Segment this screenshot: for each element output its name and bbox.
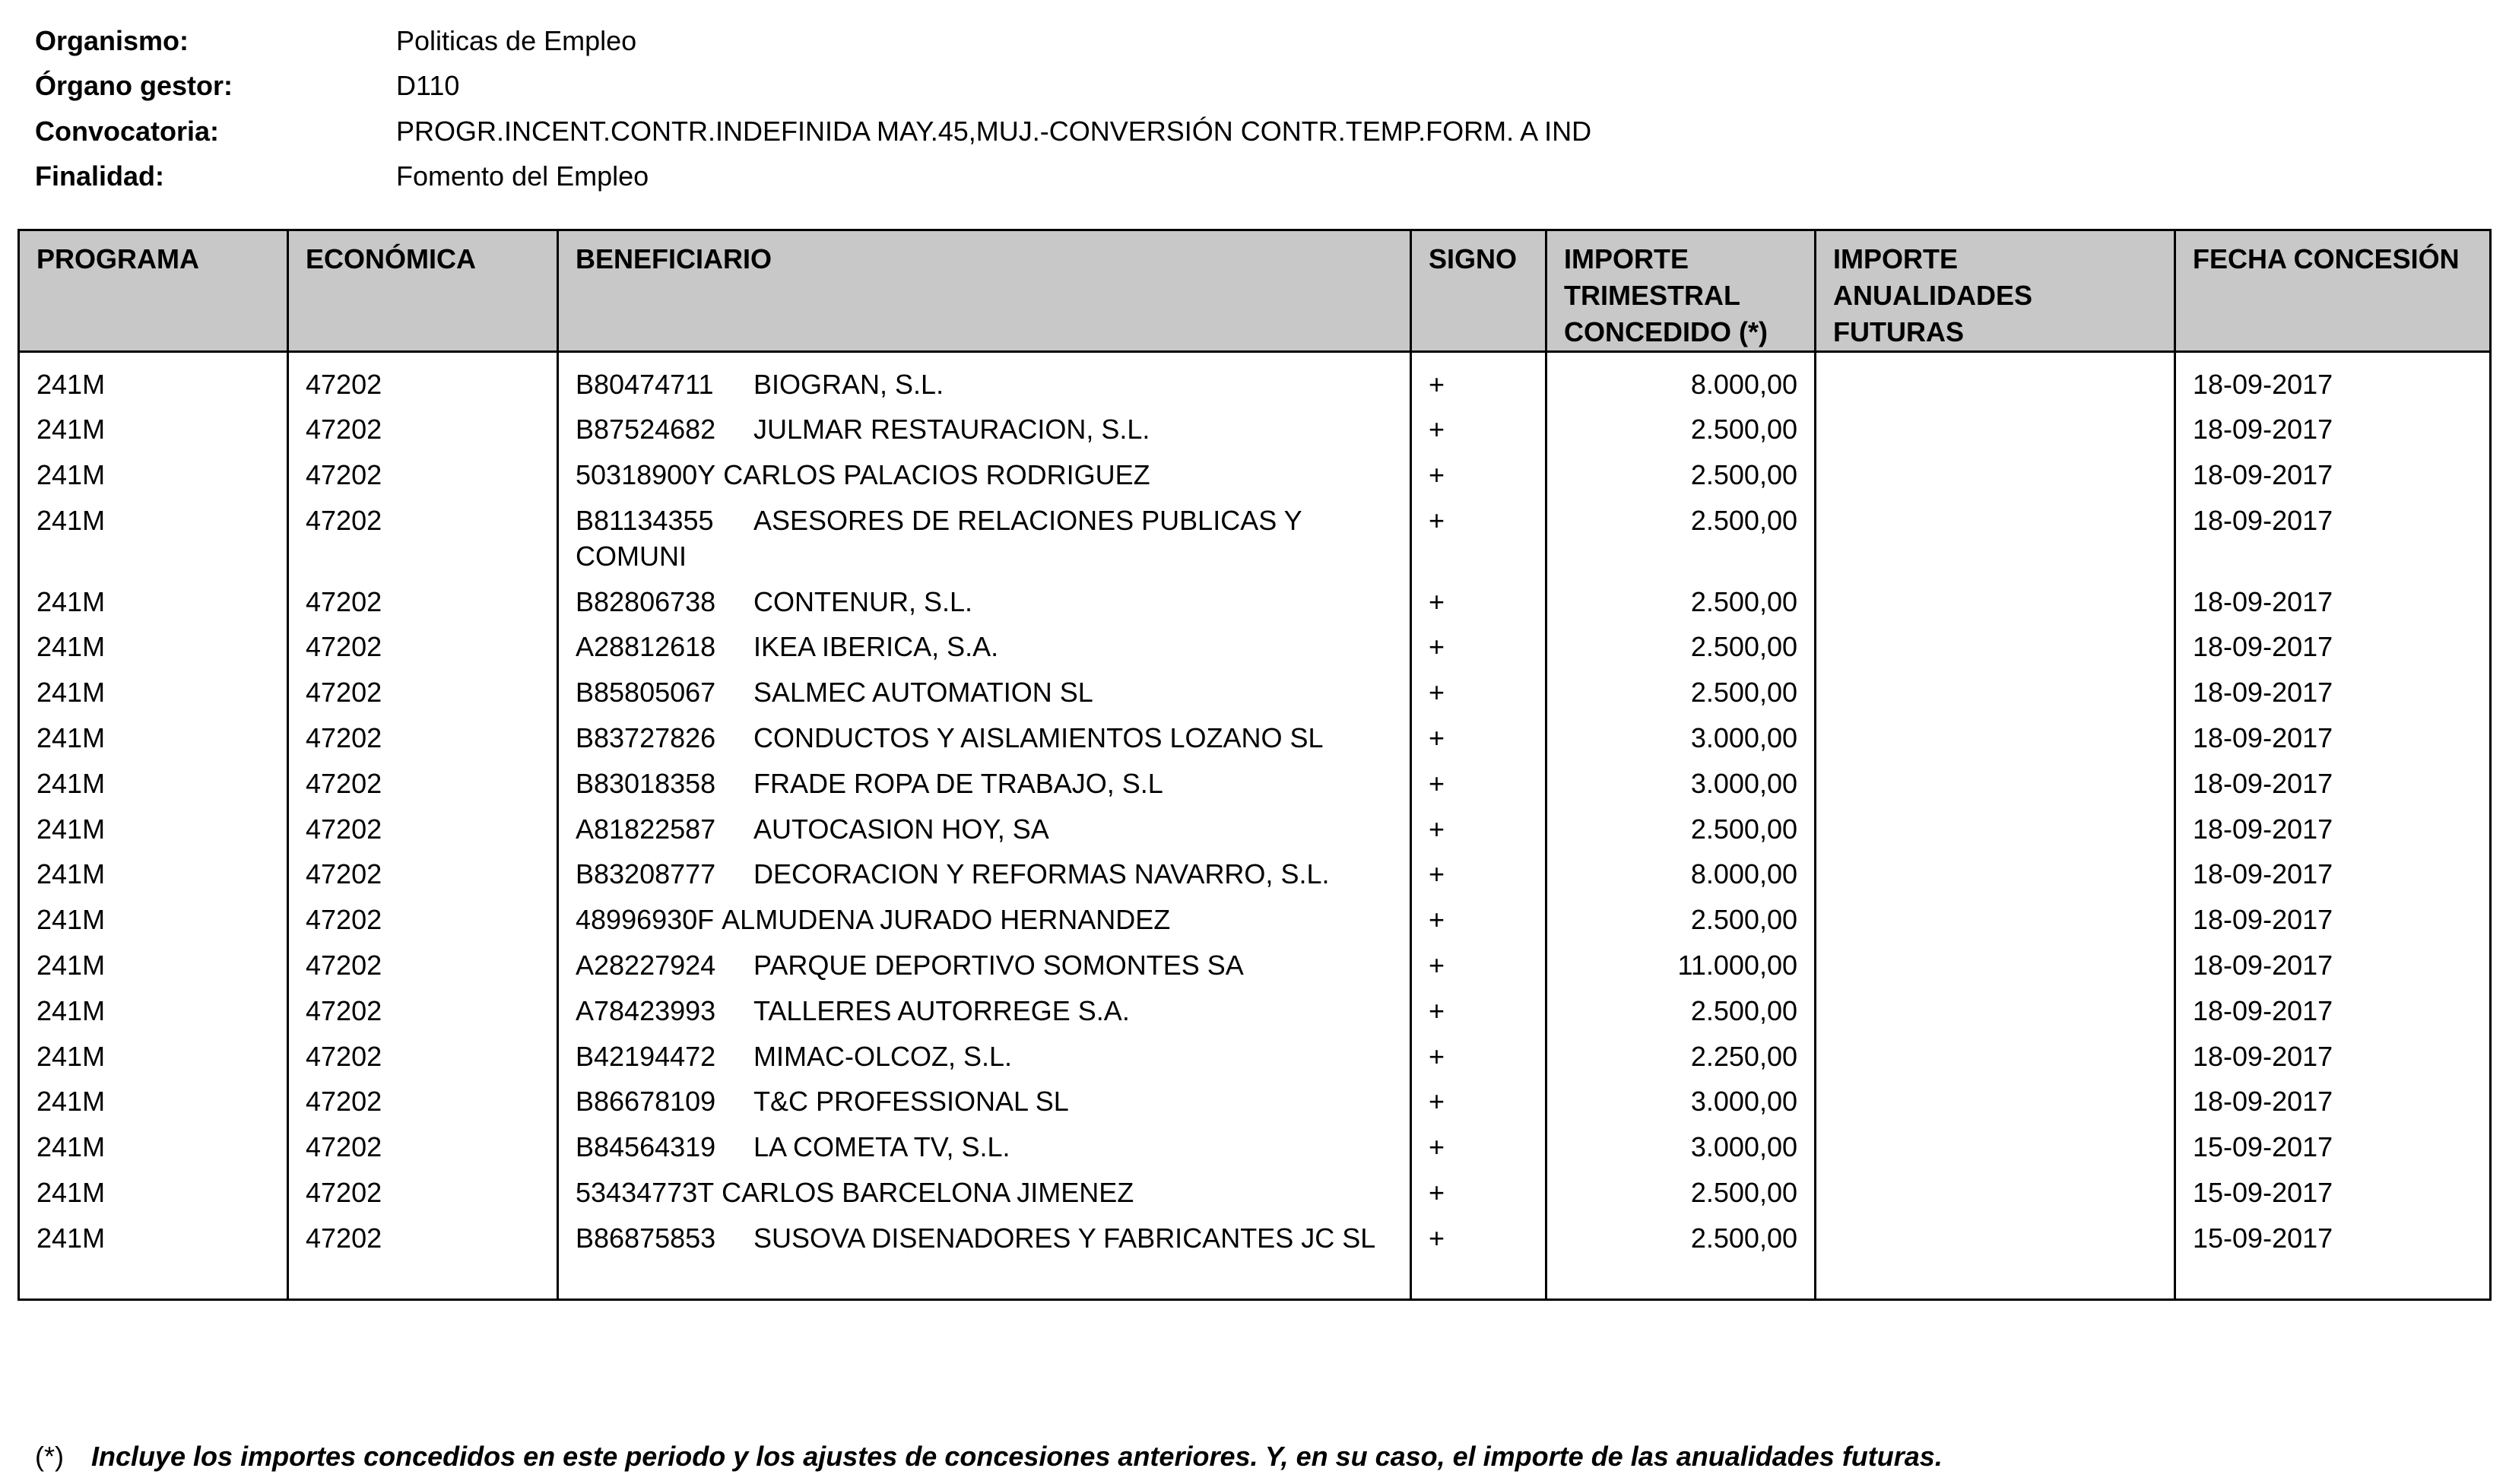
table-row — [19, 580, 2491, 626]
cell-programa: 241M — [19, 898, 288, 943]
cell-importe-trimestral: 8.000,00 — [1546, 852, 1816, 898]
cell-importe-trimestral: 3.000,00 — [1546, 762, 1816, 807]
cell-importe-anualidades — [1816, 898, 2175, 943]
beneficiario-nombre: MIMAC-OLCOZ, S.L. — [753, 1040, 1013, 1072]
cell-economica: 47202 — [288, 1171, 558, 1216]
beneficiario-nombre: AUTOCASION HOY, SA — [753, 813, 1049, 845]
finalidad-label: Finalidad: — [35, 160, 164, 192]
cell-fecha-concesion: 18-09-2017 — [2175, 671, 2491, 716]
cell-signo: + — [1411, 499, 1546, 580]
beneficiario-cif: B83208777 — [576, 858, 716, 890]
cell-importe-trimestral: 2.500,00 — [1546, 407, 1816, 453]
beneficiario-cif: B86678109 — [576, 1086, 716, 1118]
cell-signo: + — [1411, 1125, 1546, 1171]
cell-importe-anualidades — [1816, 1216, 2175, 1299]
beneficiario-cif: A81822587 — [576, 813, 716, 845]
beneficiario-nombre: DECORACION Y REFORMAS NAVARRO, S.L. — [753, 858, 1330, 890]
cell-fecha-concesion: 18-09-2017 — [2175, 807, 2491, 853]
table-row — [19, 407, 2491, 453]
cell-signo: + — [1411, 989, 1546, 1035]
cell-programa: 241M — [19, 351, 288, 407]
cell-programa: 241M — [19, 671, 288, 716]
cell-fecha-concesion: 18-09-2017 — [2175, 943, 2491, 989]
cell-programa: 241M — [19, 625, 288, 671]
cell-economica: 47202 — [288, 351, 558, 407]
cell-economica: 47202 — [288, 989, 558, 1035]
organismo-label: Organismo: — [35, 24, 189, 56]
beneficiario-nombre: T&C PROFESSIONAL SL — [753, 1086, 1069, 1118]
cell-beneficiario — [558, 1080, 1411, 1125]
cell-importe-anualidades — [1816, 453, 2175, 499]
cell-signo: + — [1411, 407, 1546, 453]
table-row — [19, 807, 2491, 853]
col-header-importe-trimestral: IMPORTE TRIMESTRAL CONCEDIDO (*) — [1546, 230, 1816, 352]
organo-gestor-row — [35, 64, 2392, 109]
cell-beneficiario — [558, 898, 1411, 943]
table-row — [19, 1125, 2491, 1171]
beneficiario-nombre: PARQUE DEPORTIVO SOMONTES SA — [753, 949, 1244, 981]
cell-importe-trimestral: 2.500,00 — [1546, 499, 1816, 580]
cell-programa: 241M — [19, 580, 288, 626]
cell-beneficiario — [558, 453, 1411, 499]
cell-programa: 241M — [19, 453, 288, 499]
cell-importe-trimestral: 2.250,00 — [1546, 1035, 1816, 1080]
cell-importe-trimestral: 3.000,00 — [1546, 716, 1816, 762]
cell-signo: + — [1411, 762, 1546, 807]
cell-programa: 241M — [19, 1125, 288, 1171]
beneficiario-nombre: SALMEC AUTOMATION SL — [753, 677, 1093, 709]
cell-economica: 47202 — [288, 453, 558, 499]
cell-importe-anualidades — [1816, 1080, 2175, 1125]
cell-programa: 241M — [19, 943, 288, 989]
finalidad-value: Fomento del Empleo — [396, 160, 649, 192]
cell-programa: 241M — [19, 852, 288, 898]
cell-fecha-concesion: 15-09-2017 — [2175, 1125, 2491, 1171]
beneficiario-cif: B82806738 — [576, 585, 716, 617]
cell-signo: + — [1411, 1216, 1546, 1299]
cell-fecha-concesion: 18-09-2017 — [2175, 499, 2491, 580]
beneficiario-nombre: IKEA IBERICA, S.A. — [753, 631, 999, 663]
cell-importe-trimestral: 3.000,00 — [1546, 1080, 1816, 1125]
beneficiario-cif: B87524682 — [576, 414, 716, 446]
cell-importe-trimestral: 3.000,00 — [1546, 1125, 1816, 1171]
beneficiario-cif: B81134355 — [576, 505, 714, 537]
cell-economica: 47202 — [288, 671, 558, 716]
cell-signo: + — [1411, 351, 1546, 407]
cell-importe-trimestral: 2.500,00 — [1546, 898, 1816, 943]
organo-gestor-value: D110 — [396, 70, 460, 102]
cell-economica: 47202 — [288, 807, 558, 853]
cell-economica: 47202 — [288, 898, 558, 943]
cell-fecha-concesion: 18-09-2017 — [2175, 762, 2491, 807]
cell-importe-trimestral: 11.000,00 — [1546, 943, 1816, 989]
cell-importe-trimestral: 2.500,00 — [1546, 1216, 1816, 1299]
cell-fecha-concesion: 18-09-2017 — [2175, 625, 2491, 671]
cell-signo: + — [1411, 1080, 1546, 1125]
cell-economica: 47202 — [288, 407, 558, 453]
cell-signo: + — [1411, 453, 1546, 499]
beneficiario-cif: 53434773T — [576, 1176, 715, 1208]
table-row — [19, 989, 2491, 1035]
beneficiario-cif: B83727826 — [576, 722, 716, 753]
cell-importe-anualidades — [1816, 580, 2175, 626]
footnote — [35, 1443, 1943, 1470]
cell-programa: 241M — [19, 762, 288, 807]
cell-importe-anualidades — [1816, 407, 2175, 453]
table-header — [19, 230, 2491, 352]
cell-fecha-concesion: 18-09-2017 — [2175, 580, 2491, 626]
cell-signo: + — [1411, 580, 1546, 626]
col-header-economica: ECONÓMICA — [288, 230, 558, 352]
table-row — [19, 762, 2491, 807]
cell-fecha-concesion: 15-09-2017 — [2175, 1171, 2491, 1216]
cell-importe-trimestral: 2.500,00 — [1546, 580, 1816, 626]
convocatoria-row — [35, 109, 2392, 154]
cell-fecha-concesion: 18-09-2017 — [2175, 1080, 2491, 1125]
convocatoria-value: PROGR.INCENT.CONTR.INDEFINIDA MAY.45,MUJ.-CONVERSIÓN CONTR.TEMP.FORM. A IND — [396, 115, 1592, 147]
beneficiario-nombre: CONDUCTOS Y AISLAMIENTOS LOZANO SL — [753, 722, 1324, 753]
cell-economica: 47202 — [288, 625, 558, 671]
beneficiario-cif: B83018358 — [576, 767, 716, 799]
col-header-beneficiario: BENEFICIARIO — [558, 230, 1411, 352]
cell-importe-trimestral: 2.500,00 — [1546, 1171, 1816, 1216]
table-row — [19, 499, 2491, 580]
table-row — [19, 1171, 2491, 1216]
cell-beneficiario — [558, 989, 1411, 1035]
beneficiario-nombre: FRADE ROPA DE TRABAJO, S.L — [753, 767, 1163, 799]
beneficiario-cif: A78423993 — [576, 994, 716, 1026]
col-header-fecha-concesion: FECHA CONCESIÓN — [2175, 230, 2491, 352]
cell-signo: + — [1411, 852, 1546, 898]
table-row — [19, 453, 2491, 499]
cell-importe-trimestral: 2.500,00 — [1546, 453, 1816, 499]
cell-programa: 241M — [19, 1171, 288, 1216]
beneficiario-cif: B85805067 — [576, 677, 716, 709]
cell-economica: 47202 — [288, 580, 558, 626]
cell-signo: + — [1411, 1035, 1546, 1080]
organo-gestor-label: Órgano gestor: — [35, 70, 233, 102]
cell-economica: 47202 — [288, 1035, 558, 1080]
cell-fecha-concesion: 18-09-2017 — [2175, 407, 2491, 453]
grants-table — [17, 229, 2492, 1301]
cell-signo: + — [1411, 898, 1546, 943]
cell-importe-anualidades — [1816, 1035, 2175, 1080]
cell-economica: 47202 — [288, 1216, 558, 1299]
beneficiario-nombre: BIOGRAN, S.L. — [753, 368, 944, 400]
header-row — [19, 230, 2491, 352]
cell-importe-anualidades — [1816, 1171, 2175, 1216]
beneficiario-cif: 50318900Y — [576, 459, 716, 491]
table-row — [19, 1216, 2491, 1299]
cell-signo: + — [1411, 671, 1546, 716]
cell-fecha-concesion: 15-09-2017 — [2175, 1216, 2491, 1299]
cell-programa: 241M — [19, 407, 288, 453]
cell-economica: 47202 — [288, 499, 558, 580]
cell-importe-anualidades — [1816, 989, 2175, 1035]
cell-beneficiario — [558, 762, 1411, 807]
cell-beneficiario — [558, 580, 1411, 626]
cell-signo: + — [1411, 1171, 1546, 1216]
organismo-value: Politicas de Empleo — [396, 24, 637, 56]
cell-importe-anualidades — [1816, 1125, 2175, 1171]
cell-fecha-concesion: 18-09-2017 — [2175, 1035, 2491, 1080]
cell-importe-anualidades — [1816, 852, 2175, 898]
cell-importe-anualidades — [1816, 625, 2175, 671]
document-header — [35, 18, 2392, 199]
cell-beneficiario — [558, 625, 1411, 671]
cell-economica: 47202 — [288, 852, 558, 898]
beneficiario-nombre: CONTENUR, S.L. — [753, 585, 973, 617]
beneficiario-nombre: SUSOVA DISENADORES Y FABRICANTES JC SL — [753, 1222, 1376, 1254]
cell-beneficiario — [558, 1171, 1411, 1216]
cell-beneficiario — [558, 943, 1411, 989]
beneficiario-cif: B80474711 — [576, 368, 714, 400]
cell-economica: 47202 — [288, 762, 558, 807]
cell-economica: 47202 — [288, 1080, 558, 1125]
organismo-row — [35, 18, 2392, 64]
table-row — [19, 625, 2491, 671]
footnote-text: Incluye los importes concedidos en este periodo y los ajustes de concesiones anteriores. Y, en su caso, el importe de las anualidades futuras. — [91, 1441, 1943, 1472]
cell-programa: 241M — [19, 1035, 288, 1080]
cell-signo: + — [1411, 716, 1546, 762]
table-body — [19, 351, 2491, 1299]
cell-importe-anualidades — [1816, 499, 2175, 580]
col-header-programa: PROGRAMA — [19, 230, 288, 352]
cell-importe-anualidades — [1816, 671, 2175, 716]
table-row — [19, 943, 2491, 989]
table-row — [19, 852, 2491, 898]
cell-fecha-concesion: 18-09-2017 — [2175, 351, 2491, 407]
cell-signo: + — [1411, 625, 1546, 671]
cell-importe-trimestral: 8.000,00 — [1546, 351, 1816, 407]
cell-programa: 241M — [19, 989, 288, 1035]
cell-fecha-concesion: 18-09-2017 — [2175, 716, 2491, 762]
beneficiario-nombre: TALLERES AUTORREGE S.A. — [753, 994, 1130, 1026]
beneficiario-nombre: CARLOS BARCELONA JIMENEZ — [722, 1176, 1134, 1208]
cell-signo: + — [1411, 943, 1546, 989]
beneficiario-nombre: LA COMETA TV, S.L. — [753, 1131, 1010, 1163]
footnote-mark: (*) — [35, 1441, 64, 1472]
cell-importe-trimestral: 2.500,00 — [1546, 671, 1816, 716]
cell-beneficiario — [558, 351, 1411, 407]
cell-fecha-concesion: 18-09-2017 — [2175, 852, 2491, 898]
cell-fecha-concesion: 18-09-2017 — [2175, 989, 2491, 1035]
cell-beneficiario — [558, 1125, 1411, 1171]
beneficiario-nombre: ASESORES DE RELACIONES PUBLICAS Y COMUNI — [576, 505, 1302, 572]
table-row — [19, 671, 2491, 716]
cell-importe-trimestral: 2.500,00 — [1546, 989, 1816, 1035]
cell-beneficiario — [558, 852, 1411, 898]
cell-importe-anualidades — [1816, 351, 2175, 407]
cell-fecha-concesion: 18-09-2017 — [2175, 453, 2491, 499]
cell-importe-anualidades — [1816, 807, 2175, 853]
cell-economica: 47202 — [288, 943, 558, 989]
cell-importe-anualidades — [1816, 762, 2175, 807]
cell-beneficiario — [558, 407, 1411, 453]
beneficiario-nombre: CARLOS PALACIOS RODRIGUEZ — [723, 459, 1150, 491]
cell-programa: 241M — [19, 1080, 288, 1125]
cell-economica: 47202 — [288, 1125, 558, 1171]
cell-beneficiario — [558, 807, 1411, 853]
cell-beneficiario — [558, 1035, 1411, 1080]
beneficiario-cif: A28227924 — [576, 949, 716, 981]
beneficiario-nombre: ALMUDENA JURADO HERNANDEZ — [722, 904, 1171, 936]
cell-importe-trimestral: 2.500,00 — [1546, 807, 1816, 853]
beneficiario-cif: A28812618 — [576, 631, 716, 663]
table-row — [19, 1035, 2491, 1080]
finalidad-row — [35, 154, 2392, 200]
beneficiario-nombre: JULMAR RESTAURACION, S.L. — [753, 414, 1150, 446]
cell-programa: 241M — [19, 499, 288, 580]
beneficiario-cif: B86875853 — [576, 1222, 716, 1254]
cell-importe-trimestral: 2.500,00 — [1546, 625, 1816, 671]
col-header-importe-anualidades: IMPORTE ANUALIDADES FUTURAS — [1816, 230, 2175, 352]
cell-programa: 241M — [19, 716, 288, 762]
cell-economica: 47202 — [288, 716, 558, 762]
cell-beneficiario — [558, 1216, 1411, 1299]
cell-beneficiario — [558, 671, 1411, 716]
table-row — [19, 716, 2491, 762]
col-header-signo: SIGNO — [1411, 230, 1546, 352]
cell-fecha-concesion: 18-09-2017 — [2175, 898, 2491, 943]
beneficiario-cif: 48996930F — [576, 904, 715, 936]
beneficiario-cif: B42194472 — [576, 1040, 716, 1072]
cell-signo: + — [1411, 807, 1546, 853]
table-row — [19, 1080, 2491, 1125]
table-row — [19, 898, 2491, 943]
cell-beneficiario — [558, 499, 1411, 580]
cell-importe-anualidades — [1816, 943, 2175, 989]
cell-programa: 241M — [19, 1216, 288, 1299]
table-row — [19, 351, 2491, 407]
cell-programa: 241M — [19, 807, 288, 853]
cell-importe-anualidades — [1816, 716, 2175, 762]
convocatoria-label: Convocatoria: — [35, 115, 220, 147]
beneficiario-cif: B84564319 — [576, 1131, 716, 1163]
cell-beneficiario — [558, 716, 1411, 762]
